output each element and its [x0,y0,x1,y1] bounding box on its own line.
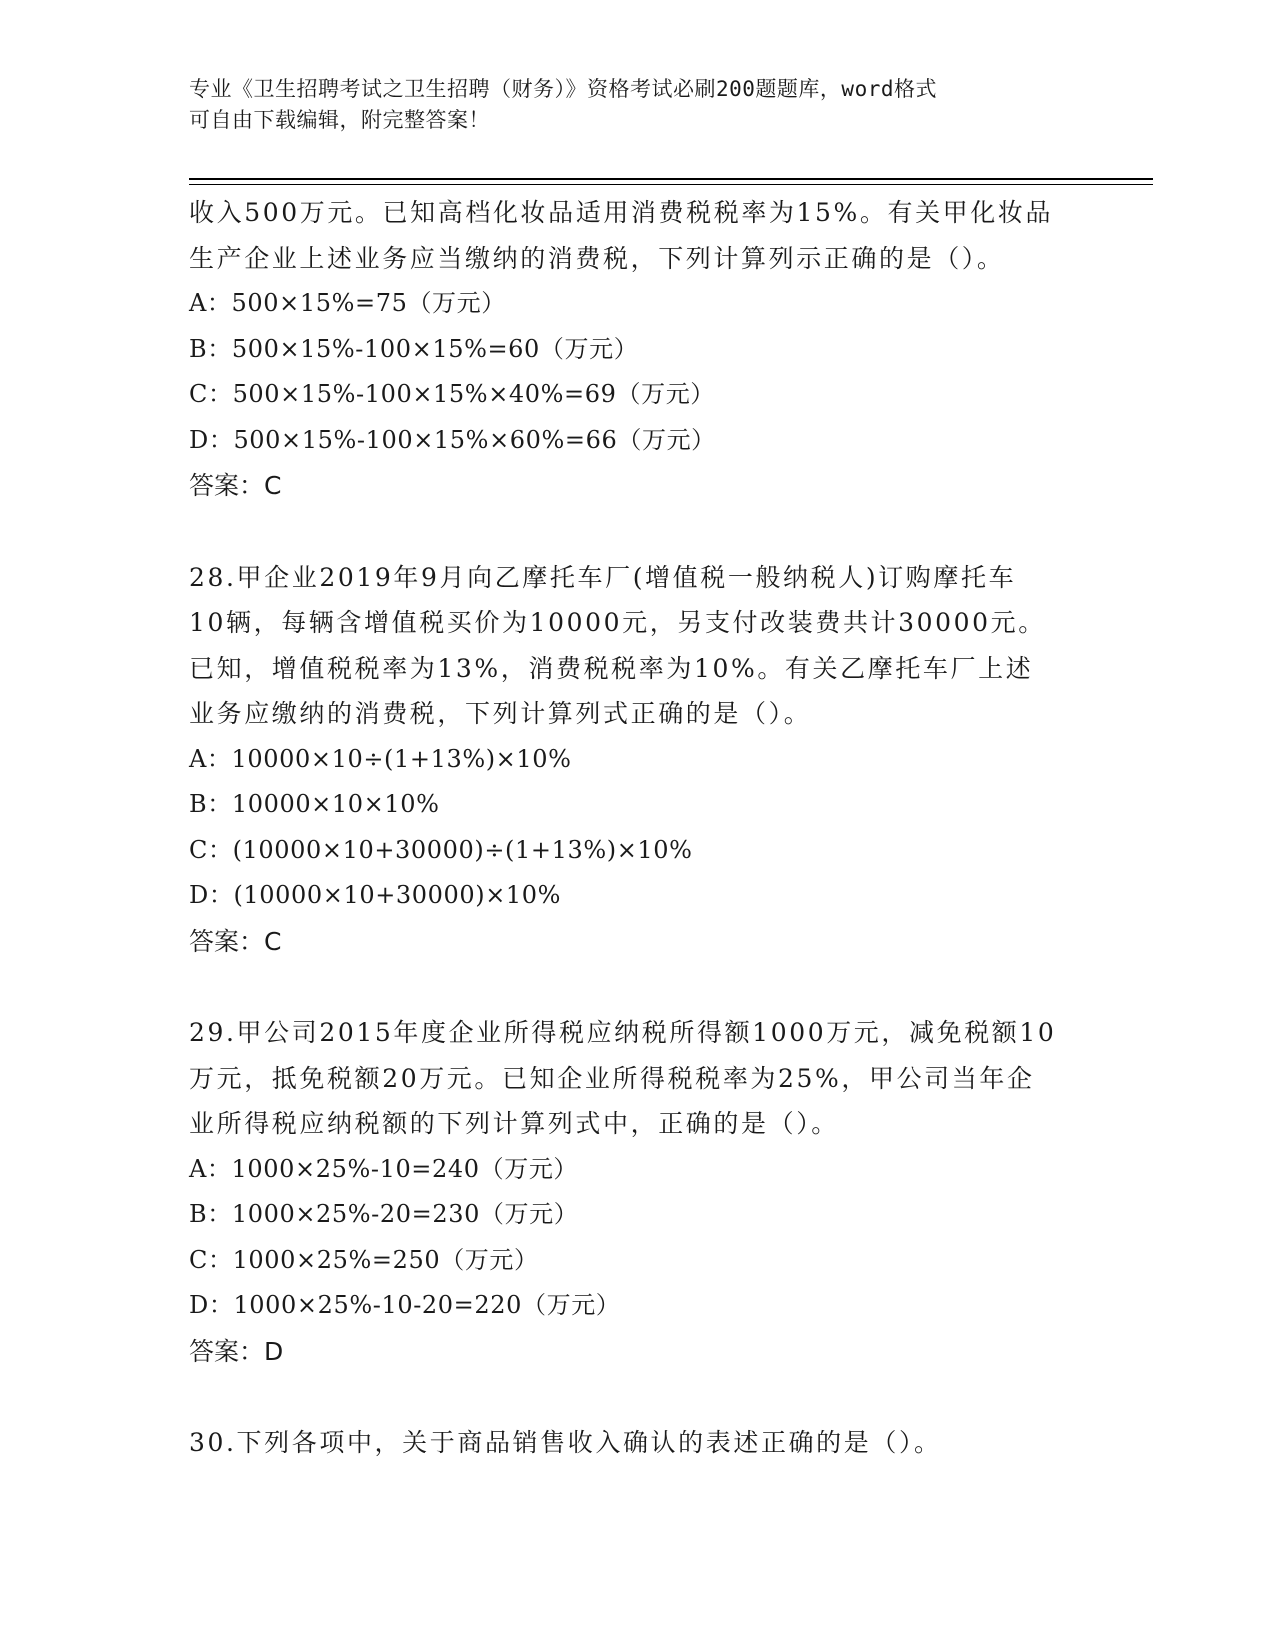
question-stem-line: 万元，抵免税额20万元。已知企业所得税税率为25%，甲公司当年企 [189,1063,1035,1093]
question-stem-line: 30.下列各项中，关于商品销售收入确认的表述正确的是（）。 [189,1428,942,1457]
document-header [189,74,1089,136]
question-stem-line: 业务应缴纳的消费税，下列计算列式正确的是（）。 [189,699,812,728]
option-c: C：1000×25%=250（万元） [189,1245,539,1274]
header-divider-thin [189,184,1153,185]
question-28 [189,555,1089,965]
question-stem-line: 10辆，每辆含增值税买价为10000元，另支付改装费共计30000元。 [189,608,1046,637]
option-b: B：500×15%-100×15%=60（万元） [189,334,639,363]
question-stem-line: 收入500万元。已知高档化妆品适用消费税税率为15%。有关甲化妆品 [189,198,1054,227]
answer-label: 答案：C [189,926,282,956]
header-divider-thick [189,178,1153,180]
option-d: D：(10000×10+30000)×10% [189,881,562,909]
question-30 [189,1420,1089,1466]
question-27 [189,190,1089,509]
question-spacer [189,509,1089,555]
question-stem-line: 业所得税应纳税额的下列计算列式中，正确的是（）。 [189,1109,839,1138]
question-stem-line: 生产企业上述业务应当缴纳的消费税，下列计算列示正确的是（）。 [189,243,1005,273]
header-title-line-1: 专业《卫生招聘考试之卫生招聘（财务）》资格考试必刷200题题库，word格式 [189,77,937,101]
option-a: A：1000×25%-10=240（万元） [189,1154,579,1183]
question-stem-line: 28.甲企业2019年9月向乙摩托车厂(增值税一般纳税人)订购摩托车 [189,562,1017,592]
header-title-line-2: 可自由下载编辑，附完整答案！ [189,108,490,132]
option-b: B：10000×10×10% [189,790,440,818]
question-stem-line: 29.甲公司2015年度企业所得税应纳税所得额1000万元，减免税额10 [189,1018,1057,1047]
option-d: D：1000×25%-10-20=220（万元） [189,1291,621,1319]
option-a: A：10000×10÷(1+13%)×10% [189,744,572,773]
question-spacer [189,964,1089,1010]
option-c: C：(10000×10+30000)÷(1+13%)×10% [189,835,693,864]
question-spacer [189,1374,1089,1420]
answer-label: 答案：C [189,471,282,500]
question-list [189,190,1089,1466]
question-stem-line: 已知，增值税税率为13%，消费税税率为10%。有关乙摩托车厂上述 [189,653,1034,683]
option-b: B：1000×25%-20=230（万元） [189,1200,579,1228]
question-29 [189,1010,1089,1374]
option-c: C：500×15%-100×15%×40%=69（万元） [189,380,715,408]
option-d: D：500×15%-100×15%×60%=66（万元） [189,425,716,454]
answer-label: 答案：D [189,1336,284,1366]
option-a: A：500×15%=75（万元） [189,289,506,317]
